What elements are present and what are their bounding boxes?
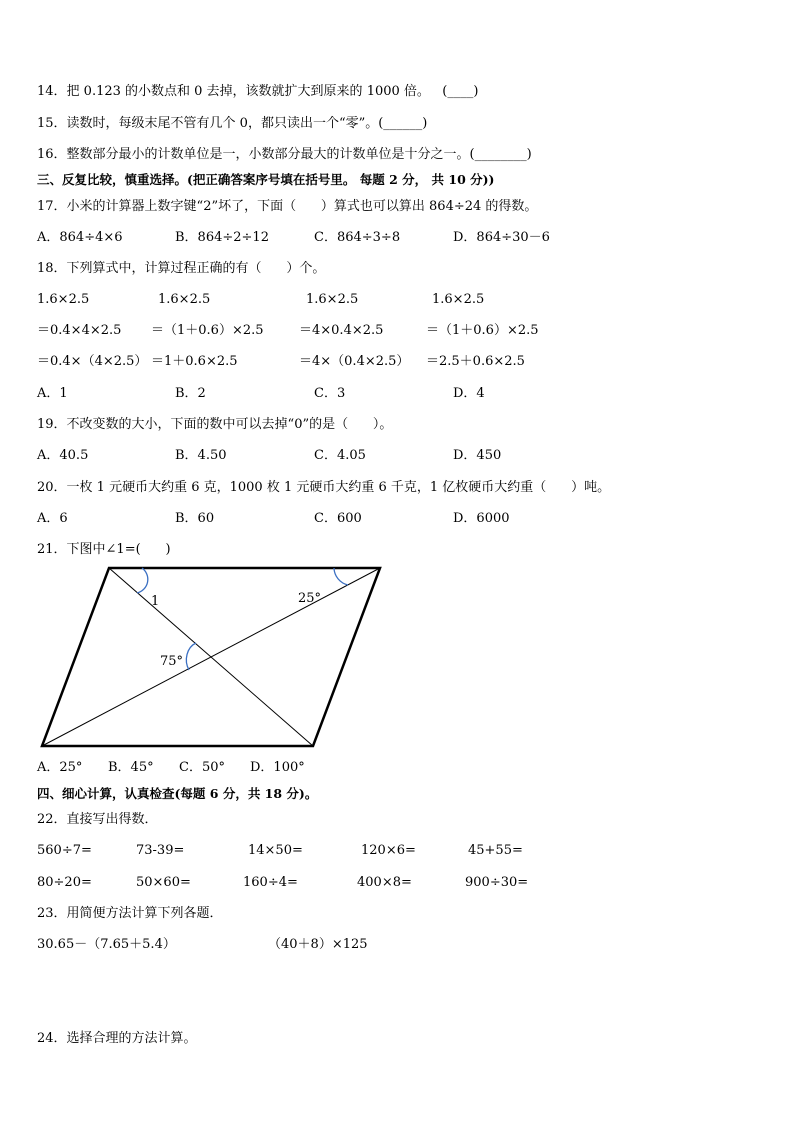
q21-option-b: B．45° [108,760,154,775]
parallelogram-figure [36,562,388,754]
question-23-stem: 23．用简便方法计算下列各题． [37,906,223,921]
q17-option-b: B．864÷2÷12 [175,230,269,245]
q18-option-c: C．3 [314,386,346,401]
q21-option-a: A．25° [37,760,83,775]
q18-r1-c2: 1.6×2.5 [158,292,211,307]
angle-label-75: 75° [160,654,184,669]
q20-option-c: C．600 [314,511,362,526]
question-24-stem: 24．选择合理的方法计算。 [37,1031,197,1046]
q18-r2-c1: ＝0.4×4×2.5 [37,323,122,338]
q22-r2-c2: 50×60= [136,875,191,890]
q22-r2-c5: 900÷30= [465,875,529,890]
q18-option-a: A．1 [37,386,68,401]
q18-r3-c3: ＝4×（0.4×2.5） [299,354,410,369]
q18-r2-c3: ＝4×0.4×2.5 [299,323,384,338]
q18-option-b: B．2 [175,386,206,401]
q18-r3-c4: ＝2.5＋0.6×2.5 [426,354,525,369]
q19-option-a: A．40.5 [37,448,89,463]
question-22-stem: 22．直接写出得数． [37,812,158,827]
q19-option-b: B．4.50 [175,448,227,463]
q23-item-1: 30.65－（7.65＋5.4） [37,937,176,952]
q18-r3-c2: ＝1＋0.6×2.5 [151,354,238,369]
q19-option-c: C．4.05 [314,448,366,463]
question-17-stem: 17．小米的计算器上数字键“2”坏了，下面（ ）算式也可以算出 864÷24 的得数。 [37,199,538,214]
q18-r1-c3: 1.6×2.5 [306,292,359,307]
q17-option-d: D．864÷30－6 [453,230,550,245]
section-4-heading: 四、细心计算，认真检查(每题 6 分，共 18 分)。 [37,786,318,801]
question-21-stem: 21．下图中∠1=( ) [37,542,171,557]
diagonal-2 [42,568,380,746]
angle-25-arc [334,568,348,585]
q22-r1-c1: 560÷7= [37,843,92,858]
q21-option-c: C．50° [179,760,225,775]
q21-option-d: D．100° [250,760,305,775]
angle-label-25: 25° [298,591,322,606]
angle-1-arc [137,568,148,593]
q22-r2-c1: 80÷20= [37,875,92,890]
q18-option-d: D．4 [453,386,485,401]
q18-r2-c4: ＝（1＋0.6）×2.5 [426,323,539,338]
section-3-heading: 三、反复比较，慎重选择。(把正确答案序号填在括号里。 每题 2 分， 共 10 分)) [37,172,495,187]
question-19-stem: 19．不改变数的大小，下面的数中可以去掉“0”的是（ ）。 [37,417,393,432]
q22-r1-c2: 73-39= [136,843,185,858]
q17-option-c: C．864÷3÷8 [314,230,401,245]
q19-option-d: D．450 [453,448,502,463]
angle-label-1: 1 [151,594,160,609]
q20-option-b: B．60 [175,511,215,526]
question-18-stem: 18．下列算式中，计算过程正确的有（ ）个。 [37,261,326,276]
q20-option-a: A．6 [37,511,68,526]
question-14: 14．把 0.123 的小数点和 0 去掉，该数就扩大到原来的 1000 倍。 (____) [37,84,479,99]
question-20-stem: 20．一枚 1 元硬币大约重 6 克，1000 枚 1 元硬币大约重 6 千克，1 亿枚硬币大约重（ ）吨。 [37,480,611,495]
q23-item-2: （40＋8）×125 [268,937,368,952]
q18-r2-c2: ＝（1＋0.6）×2.5 [151,323,264,338]
question-15: 15．读数时，每级末尾不管有几个 0，都只读出一个“零”。(______) [37,116,428,131]
q17-option-a: A．864÷4×6 [37,230,123,245]
q22-r2-c3: 160÷4= [243,875,298,890]
q18-r1-c1: 1.6×2.5 [37,292,90,307]
q20-option-d: D．6000 [453,511,510,526]
q18-r1-c4: 1.6×2.5 [432,292,485,307]
question-16: 16．整数部分最小的计数单位是一，小数部分最大的计数单位是十分之一。(________) [37,147,532,162]
q22-r1-c4: 120×6= [361,843,416,858]
q18-r3-c1: ＝0.4×（4×2.5） [37,354,148,369]
q22-r1-c5: 45+55= [468,843,523,858]
q22-r2-c4: 400×8= [357,875,412,890]
q22-r1-c3: 14×50= [248,843,303,858]
